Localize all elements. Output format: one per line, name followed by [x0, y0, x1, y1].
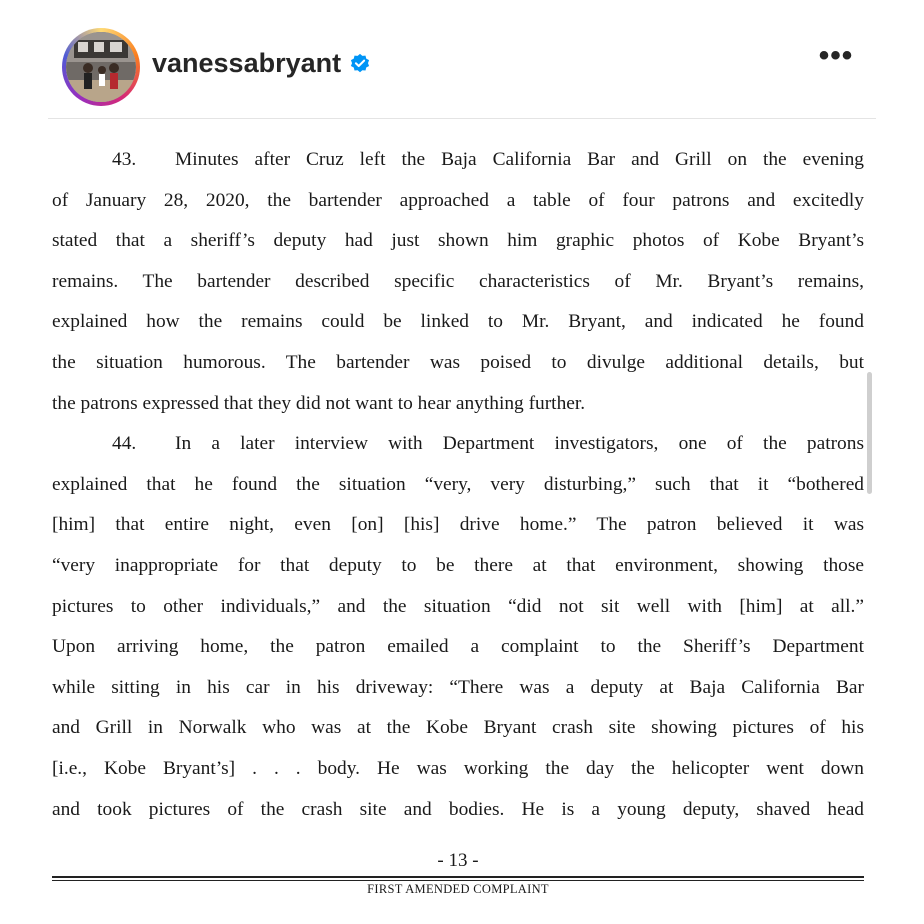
- story-ring[interactable]: [62, 28, 140, 106]
- doc-line: 43. Minutes after Cruz left the Baja California Bar and Grill on the evening: [112, 149, 864, 170]
- doc-line: the patrons expressed that they did not want to hear anything further.: [52, 392, 586, 414]
- doc-line: while sitting in his car in his driveway: “There was a deputy at Baja California Bar: [52, 676, 864, 698]
- doc-line: explained that he found the situation “very, very disturbing,” such that it “bothered: [52, 473, 864, 495]
- page-number: - 13 -: [437, 850, 479, 871]
- doc-line: and took pictures of the crash site and bodies. He is a young deputy, shaved head: [52, 798, 864, 820]
- doc-line: of January 28, 2020, the bartender approached a table of four patrons and excitedly: [52, 189, 864, 211]
- document-page: [52, 140, 864, 830]
- username[interactable]: vanessabryant: [152, 48, 342, 78]
- doc-line: stated that a sheriff’s deputy had just shown him graphic photos of Kobe Bryant’s: [52, 230, 864, 252]
- footer-rule: [52, 876, 864, 878]
- post-header: [0, 0, 924, 120]
- doc-line: pictures to other individuals,” and the situation “did not sit well with [him] at all.”: [52, 595, 864, 617]
- doc-line: [i.e., Kobe Bryant’s] . . . body. He was working the day the helicopter went down: [52, 757, 864, 779]
- avatar[interactable]: [66, 32, 136, 102]
- doc-line: 44. In a later interview with Department investigators, one of the patrons: [112, 433, 864, 455]
- more-options-icon[interactable]: •••: [818, 39, 854, 72]
- footer-rule: [52, 880, 864, 881]
- doc-line: Upon arriving home, the patron emailed a complaint to the Sheriff’s Department: [52, 636, 864, 658]
- doc-line: [him] that entire night, even [on] [his] drive home.” The patron believed it was: [52, 514, 864, 536]
- doc-line: the situation humorous. The bartender was poised to divulge additional details, but: [52, 351, 864, 373]
- doc-line: and Grill in Norwalk who was at the Kobe Bryant crash site showing pictures of his: [52, 717, 864, 739]
- doc-line: explained how the remains could be linked to Mr. Bryant, and indicated he found: [52, 311, 864, 333]
- header-divider: [48, 118, 876, 119]
- username-row: [152, 48, 371, 79]
- doc-line: remains. The bartender described specific characteristics of Mr. Bryant’s remains,: [52, 270, 864, 292]
- doc-line: “very inappropriate for that deputy to be there at that environment, showing those: [52, 554, 864, 576]
- footer-title: FIRST AMENDED COMPLAINT: [367, 882, 549, 896]
- verified-badge-icon: [349, 53, 371, 75]
- scrollbar[interactable]: [867, 372, 872, 494]
